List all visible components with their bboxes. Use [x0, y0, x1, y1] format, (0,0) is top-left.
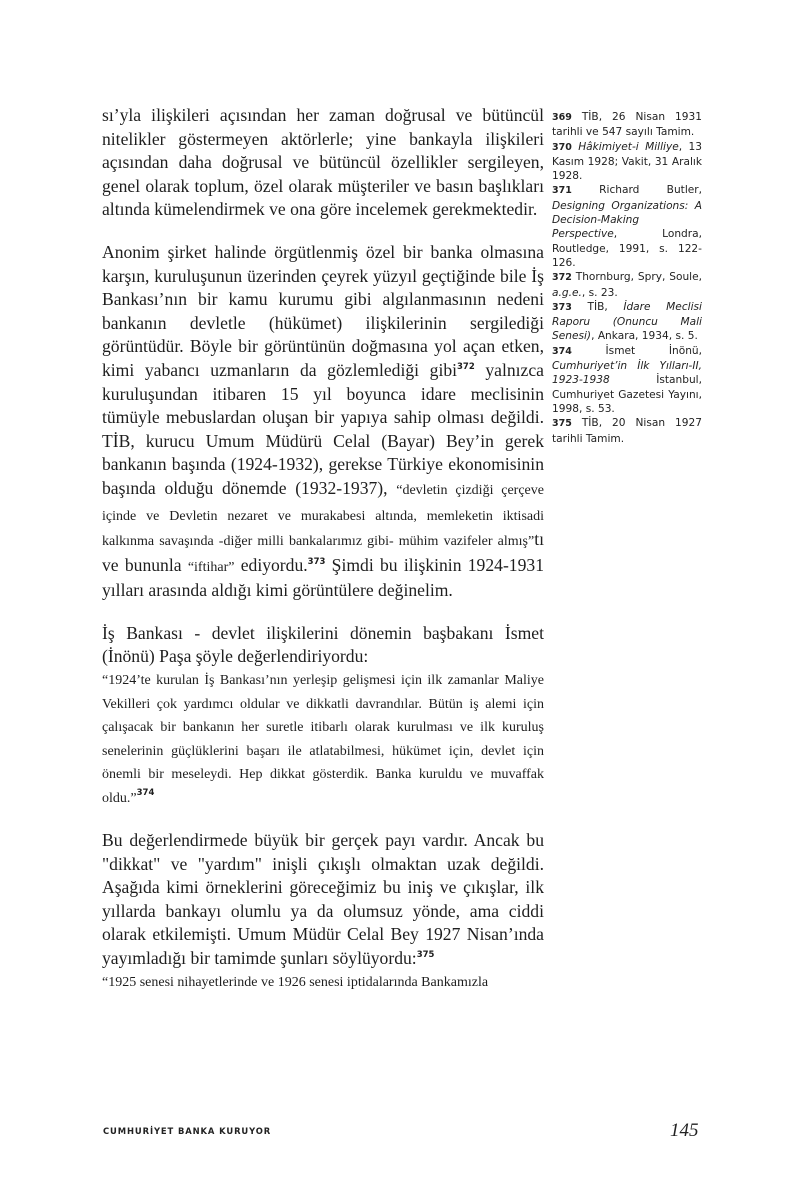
footnote-369: 369 TİB, 26 Nisan 1931 tarihli ve 547 sayılı Tamim. — [552, 111, 702, 139]
inline-quote: “devletin çizdiği çerçeve içinde ve Devletin nezaret ve murakabesi altında, memleketin iktisadi kalkınma savaşında -diğer milli bankalarımız gibi- mühim vazifeler almış” — [102, 482, 544, 550]
footnote-373: 373 TİB, İdare Meclisi Raporu (Onuncu Mali Senesi), Ankara, 1934, s. 5. — [552, 300, 702, 343]
footnote-374: 374 İsmet İnönü, Cumhuriyet’in İlk Yılları-II, 1923-1938 İstanbul, Cumhuriyet Gazetesi Yayını, 1998, s. 53. — [552, 344, 702, 415]
sidenotes-column — [552, 110, 702, 446]
paragraph-1: sı’yla ilişkileri açısından her zaman doğrusal ve bütüncül nitelikler göstermeyen aktörlerle; yine bankayla ilişkileri açısından daha doğrusal ve bütüncül özellikler sergileyen, genel olarak toplum, özel olarak müşteriler ve basın başlıkları altında kümelendirmek ve ona göre incelemek gerekmektedir. — [102, 105, 544, 220]
footnote-ref-372[interactable]: 372 — [457, 361, 475, 372]
main-text-column — [102, 104, 544, 994]
block-quote-2: “1925 senesi nihayetlerinde ve 1926 senesi iptidalarında Bankamızla — [102, 974, 489, 990]
page-number: 145 — [670, 1120, 699, 1141]
footnote-375: 375 TİB, 20 Nisan 1927 tarihli Tamim. — [552, 417, 702, 445]
footnote-ref-373[interactable]: 373 — [307, 556, 326, 567]
footnote-ref-375[interactable]: 375 — [416, 950, 435, 961]
paragraph-3: İş Bankası - devlet ilişkilerini dönemin başbakanı İsmet (İnönü) Paşa şöyle değerlendiriyordu: — [102, 622, 544, 667]
footnote-ref-374[interactable]: 374 — [136, 787, 155, 798]
block-quote-1: “1924’te kurulan İş Bankası’nın yerleşip gelişmesi için ilk zamanlar Maliye Vekilleri çok yardımcı oldular ve dikkatli davrandılar. Bütün iş alemi için çalışacak bir bankanın her suretle itibarlı olarak kurulması ve ilk kuruluş senelerinin güçlüklerini başarı ile atlatabilmesi, hükümet için, devlet için önemli bir meseleydi. Hep dikkat gösterdik. Banka kuruldu ve muvaffak oldu.”$^{374}$ — [102, 673, 544, 806]
footnote-372: 372 Thornburg, Spry, Soule, a.g.e., s. 23. — [552, 271, 702, 299]
footnote-370: 370 Hâkimiyet-i Milliye, 13 Kasım 1928; Vakit, 31 Aralık 1928. — [552, 140, 703, 183]
paragraph-4: Bu değerlendirmede büyük bir gerçek payı vardır. Ancak bu "dikkat" ve "yardım" inişli çıkışlı olmaktan uzak değildi. Aşağıda kimi örneklerini göreceğimiz bu iniş ve çıkışlar, ilk yıllarda bankayı olumlu ya da olumsuz yönde, ama ciddi olarak etkilemişti. Umum Müdür Celal Bey 1927 Nisan’ında yayımladığı bir tamimde şunları söylüyordu:$^{375}$ — [102, 830, 544, 969]
running-footer-title: CUMHURİYET BANKA KURUYOR — [103, 1126, 272, 1136]
footnote-371: 371 Richard Butler, Designing Organizations: A Decision-Making Perspective, Londra, Routledge, 1991, s. 122-126. — [552, 184, 703, 269]
paragraph-2: Anonim şirket halinde örgütlenmiş özel bir banka olmasına karşın, kuruluşunun üzerinden çeyrek yüzyıl geçtiğinde bile İş Bankası’nın bir kamu kurumu gibi algılanmasının nedeni bankanın devletle (hükümet) ilişkilerinin sergilediği görüntüdür. Böyle bir görüntünün doğmasına yol açan etken, kimi yabancı uzmanların da gözlemlediği gibi$^{372}$ yalnızca kuruluşundan itibaren 15 yıl boyunca idare meclisinin tümüyle mebuslardan oluşan bir yapıya sahip olması değildi. TİB, kurucu Umum Müdürü Celal (Bayar) Bey’in gerek bankanın başında (1924-1932), gerekse Türkiye ekonomisinin başında olduğu dönemde (1932-1937), “devletin çizdiği çerçeve içinde ve Devletin nezaret ve murakabesi altında, memleketin iktisadi kalkınma savaşında -diğer milli bankalarımız gibi- mühim vazifeler almış”tı ve bununla “iftihar” ediyordu.$^{373}$ Şimdi bu ilişkinin 1924-1931 yılları arasında aldığı kimi görüntülere değinelim. — [102, 241, 544, 601]
